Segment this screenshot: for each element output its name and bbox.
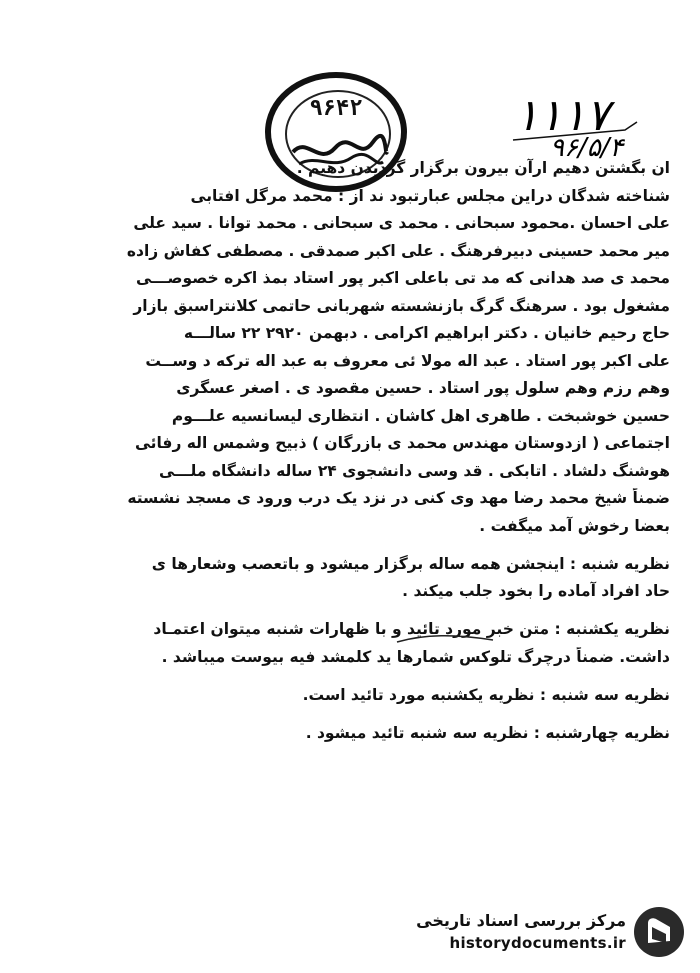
report-line: مشغول بود . سرهنگ گرگ بازنشسته شهربانی حاتمی کلانتراسبق بازار bbox=[133, 296, 670, 315]
report-line: علی اکبر پور استاد . عبد اله مولا ئی معروف به عبد اله ترکه د وســت bbox=[145, 351, 670, 370]
report-line: علی احسان .محمود سبحانی . محمد ی سبحانی . محمد توانا . سید علی bbox=[133, 214, 670, 232]
note-line: حاد افراد آماده را بخود جلب میکند . bbox=[402, 582, 670, 600]
handwritten-date-text: ۹۶/۵/۴ bbox=[550, 133, 624, 163]
pen-stroke bbox=[395, 632, 495, 646]
archive-watermark bbox=[404, 907, 684, 959]
report-line: ان بگشتن دهیم ارآن بیرون برگزار گردیدن دهیم . bbox=[296, 159, 670, 177]
report-line: شناخته شدگان دراین مجلس عبارتبود ند از : محمد مرگل افتابی bbox=[190, 186, 670, 205]
note-line: نظریه یکشنبه : متن خبر مورد تائید و با ظهارات شنبه میتوان اعتمـاد bbox=[153, 620, 670, 638]
note-line: داشت. ضمناً درچرگ تلوکس شمارها ید کلمشد فیه بیوست میباشد . bbox=[161, 647, 670, 666]
note-line: نظریه سه شنبه : نظریه یکشنبه مورد تائید است. bbox=[302, 685, 670, 704]
report-line: هوشنگ دلشاد . اتابکی . قد وسی دانشجوی ۲۴ ساله دانشگاه ملـــی bbox=[158, 461, 670, 480]
report-line: حسین خوشبخت . طاهری اهل کاشان . انتظاری لیسانسیه علـــوم bbox=[171, 406, 670, 425]
archive-url[interactable]: historydocuments.ir bbox=[449, 934, 626, 952]
report-body bbox=[40, 158, 670, 743]
note-line: نظریه شنبه : اینجشن همه ساله برگزار میشود و باتعصب وشعارها ی bbox=[151, 554, 670, 573]
handwritten-number-text: ۱۱۱۷ bbox=[515, 90, 610, 141]
report-line: حاج رحیم خانیان . دکتر ابراهیم اکرامی . دبهمن ۲۹۲۰ ۲۲ سالـــه bbox=[183, 324, 670, 342]
report-line: بعضا رخوش آمد میگفت . bbox=[479, 516, 670, 535]
report-line: ضمناً شیخ محمد رضا مهد وی کنی در نزد یک درب ورود ی مسجد نشسته bbox=[127, 489, 670, 507]
archive-logo-icon bbox=[634, 907, 684, 957]
seal-number: ۹۶۴۲ bbox=[309, 96, 363, 121]
report-line: میر محمد حسینی دبیرفرهنگ . علی اکبر صمدقی . مصطفی کفاش زاده bbox=[126, 241, 670, 260]
report-line: وهم رزم وهم سلول پور استاد . حسین مقصود ی . اصغر عسگری bbox=[176, 379, 670, 397]
note-line: نظریه چهارشنبه : نظریه سه شنبه تائید میشود . bbox=[305, 723, 670, 742]
report-line: اجتماعی ( ازدوستان مهندس محمد ی بازرگان ) ذبیح وشمس اله رفائی bbox=[134, 434, 670, 452]
archive-name: مرکز بررسی اسناد تاریخی bbox=[416, 911, 626, 930]
report-line: محمد ی صد هدانی که مد تی باعلی اکبر پور استاد بمذ اکره خصوصـــی bbox=[135, 269, 670, 287]
